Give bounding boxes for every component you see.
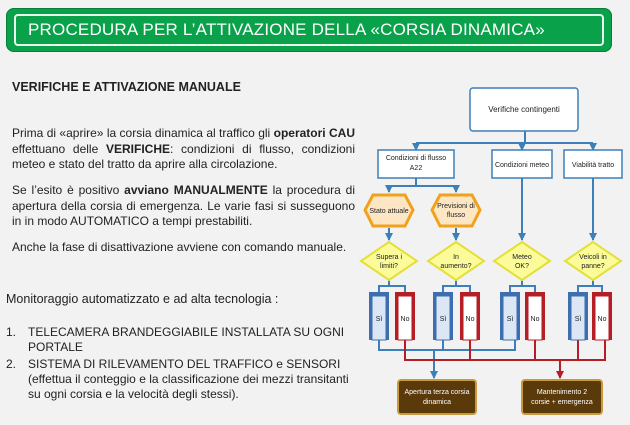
yes-box <box>433 292 453 340</box>
paragraph-text: : condizioni di flusso, condizioni meteo e stato del tratto da aprire alla circolazione. <box>12 141 355 171</box>
outcome-label-line2: corsie + emergenza <box>531 399 593 406</box>
list-item-number: 2. <box>6 357 17 371</box>
no-box <box>460 292 480 340</box>
check-label: Condizioni meteo <box>494 162 550 169</box>
no-box <box>525 292 545 340</box>
decision-diamond <box>361 242 417 280</box>
outcome-label-line1: Mantenimento 2 <box>536 389 588 396</box>
hexagon-label: Stato attuale <box>369 208 409 215</box>
decision-diamond <box>565 242 621 280</box>
root-label: Verifiche contingenti <box>488 105 560 114</box>
no-box-label: No <box>465 316 475 323</box>
decision-label: limiti? <box>380 263 398 270</box>
yes-box-label: Sì <box>439 316 447 323</box>
no-box-label: No <box>597 316 607 323</box>
yes-box <box>568 292 588 340</box>
emphasis-text: operatori CAU <box>273 126 355 140</box>
section-title: VERIFICHE E ATTIVAZIONE MANUALE <box>12 80 241 94</box>
hexagon-label: Previsioni di flusso <box>437 203 475 219</box>
paragraph-text: effettuano delle <box>12 141 106 156</box>
decision-label: Veicoli in <box>579 254 607 261</box>
list-item-text: TELECAMERA BRANDEGGIABILE INSTALLATA SU OGNI PORTALE <box>28 325 345 354</box>
paragraph-text: Se l’esito è positivo <box>12 183 125 197</box>
paragraph-text: Prima di «aprire» la corsia dinamica al traffico gli <box>12 126 274 140</box>
no-box-label: No <box>530 316 540 323</box>
paragraph-text: la procedura di apertura della corsia di emergenza. Le varie fasi si susseguono in in modo AUTOMATICO a tempi prestabiliti. <box>12 183 355 228</box>
yes-box-label: Sì <box>506 316 514 323</box>
list-item-number: 1. <box>6 325 17 339</box>
check-box-viabilita <box>564 150 622 178</box>
emphasis-text: avviano MANUALMENTE <box>124 183 268 197</box>
decision-diamond <box>428 242 484 280</box>
outcome-label-line1: Apertura terza corsia <box>404 389 470 396</box>
outcome-apertura <box>398 380 476 414</box>
page-title: PROCEDURA PER L’ATTIVAZIONE DELLA «CORSIA DINAMICA» <box>28 20 545 39</box>
decision-label: Meteo <box>512 254 532 261</box>
yes-box <box>500 292 520 340</box>
decision-diamond <box>494 242 550 280</box>
decision-label: aumento? <box>440 263 472 270</box>
check-box-flusso <box>378 150 454 178</box>
decision-label: OK? <box>514 263 530 270</box>
no-box <box>395 292 415 340</box>
no-box-label: No <box>400 316 410 323</box>
decision-label: panne? <box>581 263 605 270</box>
yes-box-label: Sì <box>375 316 383 323</box>
root-box <box>470 88 578 131</box>
hexagon-stato-attuale <box>365 195 413 226</box>
emphasis-text: VERIFICHE <box>105 141 170 156</box>
check-box-meteo <box>492 150 552 178</box>
yes-box-label: Sì <box>574 316 582 323</box>
check-label: Condizioni di flusso A22 <box>385 155 447 172</box>
outcome-mantenimento <box>522 380 602 414</box>
paragraph-disattivazione: Anche la fase di disattivazione avviene con comando manuale. <box>12 240 347 254</box>
outcome-label-line2: dinamica <box>422 399 452 406</box>
decision-label: In <box>453 254 459 261</box>
list-item-text: SISTEMA DI RILEVAMENTO DEL TRAFFICO e SENSORI (effettua il conteggio e la classificazione dei mezzi transitanti su ogni corsia e la velocità degli stessi). <box>28 357 349 401</box>
decision-label: Supera i <box>375 254 403 261</box>
no-box <box>592 292 612 340</box>
yes-box <box>369 292 389 340</box>
hexagon-previsioni <box>432 195 480 226</box>
check-label: Viabilità tratto <box>571 162 615 169</box>
monitoring-title: Monitoraggio automatizzato e ad alta tecnologia : <box>6 292 279 306</box>
